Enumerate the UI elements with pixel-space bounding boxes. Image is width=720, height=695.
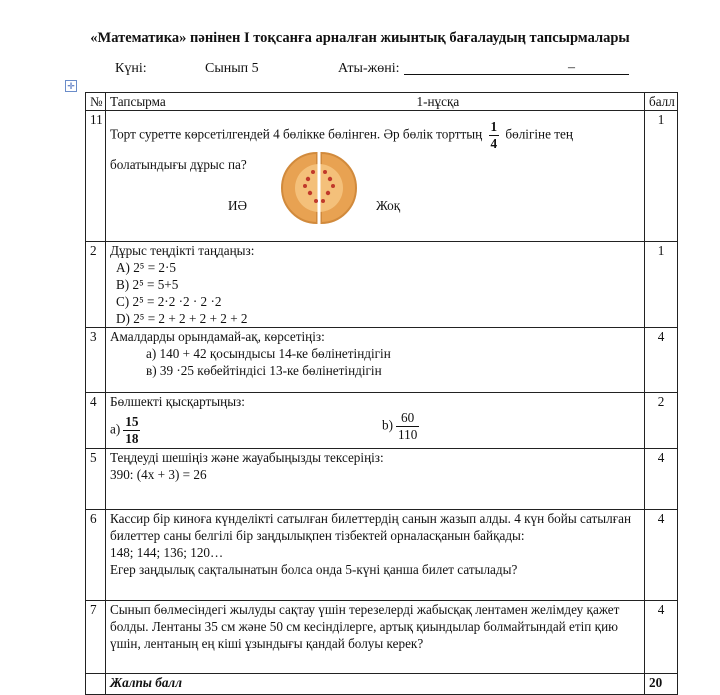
- task-number: 3: [86, 328, 106, 393]
- fraction-b-numerator: 60: [396, 410, 419, 427]
- task-content: [106, 393, 645, 449]
- task-row-6: [86, 510, 678, 601]
- task-text: Бөлшекті қысқартыңыз:: [110, 394, 245, 409]
- col-task-label: Тапсырма: [110, 94, 166, 109]
- fraction-b: [382, 410, 422, 443]
- equation: 390: (4x + 3) = 26: [110, 467, 207, 482]
- task-content: [106, 328, 645, 393]
- table-header-row: [86, 93, 678, 111]
- task-text: Кассир бір киноға күнделікті сатылған билеттердің санын жазып алды. 4 күн бойы сатылған билеттер саны белгілі бір заңдылықпен тізбектей орналасқанын байқады:: [110, 511, 632, 543]
- fraction-numerator: 1: [490, 119, 498, 134]
- subtask-a: а) 140 + 42 қосындысы 14-ке бөлінетіндігін: [146, 346, 391, 361]
- col-task-header: [106, 93, 645, 111]
- col-no-header: №: [86, 93, 106, 111]
- day-label: Күні:: [115, 61, 147, 76]
- task-number: 7: [86, 601, 106, 674]
- option-a[interactable]: A) 2⁵ = 2·5: [116, 260, 177, 275]
- subtask-b: в) 39 ·25 көбейтіндісі 13-ке бөлінетіндігін: [146, 363, 382, 378]
- total-row: [86, 674, 678, 695]
- name-dash: –: [568, 60, 575, 75]
- fraction-a-denominator: 18: [125, 431, 139, 446]
- task-row-5: [86, 449, 678, 510]
- task-content: [106, 449, 645, 510]
- fraction-a-numerator: 15: [125, 414, 139, 429]
- task-score: 4: [645, 601, 678, 674]
- task-score: 4: [645, 510, 678, 601]
- task-table: [85, 92, 678, 695]
- task-row-2: [86, 242, 678, 328]
- task-content: [106, 242, 645, 328]
- task-score: 2: [645, 393, 678, 449]
- task-score: 1: [645, 242, 678, 328]
- task-question: болатындығы дұрыс па?: [110, 157, 247, 172]
- task-score: 4: [645, 449, 678, 510]
- fraction-a: [110, 414, 143, 447]
- task-content: [106, 510, 645, 601]
- col-score-header: балл: [645, 93, 678, 111]
- task-score: 1: [645, 111, 678, 242]
- option-d[interactable]: D) 2⁵ = 2 + 2 + 2 + 2 + 2: [116, 311, 248, 326]
- task-row-11: [86, 111, 678, 242]
- task-number: 4: [86, 393, 106, 449]
- task-text: Дұрыс теңдікті таңдаңыз:: [110, 243, 255, 258]
- total-score: 20: [645, 674, 678, 695]
- task-row-4: [86, 393, 678, 449]
- task-text: Торт суретте көрсетілгендей 4 бөлікке бөлінген. Әр бөлік торттың: [110, 126, 483, 142]
- fraction-b-label: b): [382, 417, 393, 433]
- task-content: [106, 601, 645, 674]
- name-underline: [404, 74, 629, 75]
- total-number: [86, 674, 106, 695]
- name-label: Аты-жөні:: [338, 61, 400, 76]
- task-number: 2: [86, 242, 106, 328]
- fraction-b-denominator: 110: [398, 427, 418, 442]
- document-title: «Математика» пәнінен I тоқсанға арналған жиынтық бағалаудың тапсырмалары: [90, 30, 630, 46]
- answer-no[interactable]: Жоқ: [376, 198, 401, 213]
- task-text: Амалдарды орындамай-ақ, көрсетіңіз:: [110, 329, 325, 344]
- task-number: 11: [86, 111, 106, 242]
- task-text: Сынып бөлмесіндегі жылуды сақтау үшін терезелерді жабысқақ лентамен желімдеу қажет болды. Лентаны 35 см және 50 см кесінділерге, артық қиындылар болмайтындай етіп қию үшін, лентаның ең кіші ұзындығы қандай болуы керек?: [110, 602, 620, 651]
- task-text: Теңдеуді шешіңіз және жауабыңызды тексеріңіз:: [110, 450, 384, 465]
- task-content: [106, 111, 645, 242]
- task-text-2: бөлігіне тең: [505, 126, 573, 142]
- sequence: 148; 144; 136; 120…: [110, 545, 224, 560]
- answer-yes[interactable]: ИӘ: [228, 198, 248, 213]
- task-row-7: [86, 601, 678, 674]
- pie-image: [280, 149, 358, 227]
- total-label: Жалпы балл: [106, 674, 645, 695]
- variant-label: 1-нұсқа: [416, 94, 460, 109]
- task-number: 5: [86, 449, 106, 510]
- option-b[interactable]: B) 2⁵ = 5+5: [116, 277, 179, 292]
- grade-label: Сынып 5: [205, 61, 259, 76]
- task-question: Егер заңдылық сақталынатын болса онда 5-күні қанша билет сатылады?: [110, 562, 518, 577]
- task-score: 4: [645, 328, 678, 393]
- task-number: 6: [86, 510, 106, 601]
- fraction: [489, 119, 500, 152]
- fraction-a-label: a): [110, 421, 121, 437]
- option-c[interactable]: C) 2⁵ = 2·2 ·2 · 2 ·2: [116, 294, 222, 309]
- table-move-handle-icon[interactable]: ✛: [65, 80, 77, 92]
- fraction-denominator: 4: [490, 136, 498, 151]
- task-row-3: [86, 328, 678, 393]
